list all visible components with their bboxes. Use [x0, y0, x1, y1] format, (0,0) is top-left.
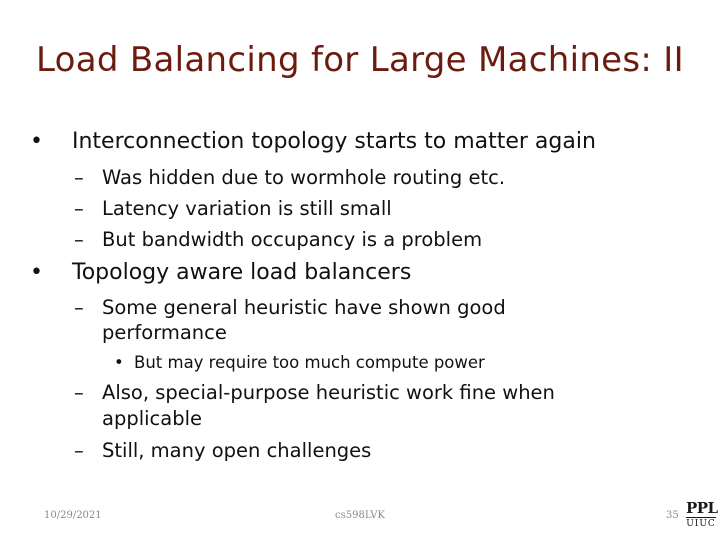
subbullet-text: Latency variation is still small	[102, 197, 392, 220]
bullet-marker: •	[30, 129, 43, 154]
bullet-marker: •	[114, 353, 124, 372]
subbullet-text: Still, many open challenges	[102, 439, 372, 462]
subbullet-open-challenges	[74, 439, 371, 462]
subbullet-latency	[74, 197, 392, 220]
subbullet-wormhole	[74, 166, 505, 189]
subsubbullet-compute-power	[114, 353, 485, 372]
subsubbullet-text: But may require too much compute power	[134, 353, 485, 372]
subbullet-special-purpose-cont: applicable	[102, 407, 203, 430]
dash-marker: –	[74, 381, 84, 404]
subbullet-special-purpose	[74, 381, 555, 404]
bullet-marker: •	[30, 260, 43, 285]
subbullet-general-heuristic-cont: performance	[102, 321, 227, 344]
subbullet-general-heuristic	[74, 296, 506, 319]
subbullet-bandwidth	[74, 228, 482, 251]
subbullet-text-line1: Also, special-purpose heuristic work fine when	[102, 381, 555, 404]
subbullet-text: Was hidden due to wormhole routing etc.	[102, 166, 506, 189]
dash-marker: –	[74, 166, 84, 189]
dash-marker: –	[74, 228, 84, 251]
footer-date: 10/29/2021	[44, 510, 102, 521]
subbullet-text: But bandwidth occupancy is a problem	[102, 228, 483, 251]
footer-course: cs598LVK	[335, 510, 385, 521]
dash-marker: –	[74, 296, 84, 319]
logo-top-text: PPL	[686, 499, 718, 517]
logo-bottom-text: UIUC	[686, 519, 716, 529]
subbullet-text-line1: Some general heuristic have shown good	[102, 296, 506, 319]
slide-title: Load Balancing for Large Machines: II	[36, 40, 684, 80]
ppl-logo	[686, 500, 716, 536]
bullet-topology-aware	[30, 260, 411, 285]
bullet-text: Interconnection topology starts to matter again	[72, 129, 596, 154]
dash-marker: –	[74, 439, 84, 462]
footer-page-number: 35	[666, 510, 679, 521]
bullet-text: Topology aware load balancers	[72, 260, 412, 285]
dash-marker: –	[74, 197, 84, 220]
bullet-interconnection	[30, 129, 596, 154]
